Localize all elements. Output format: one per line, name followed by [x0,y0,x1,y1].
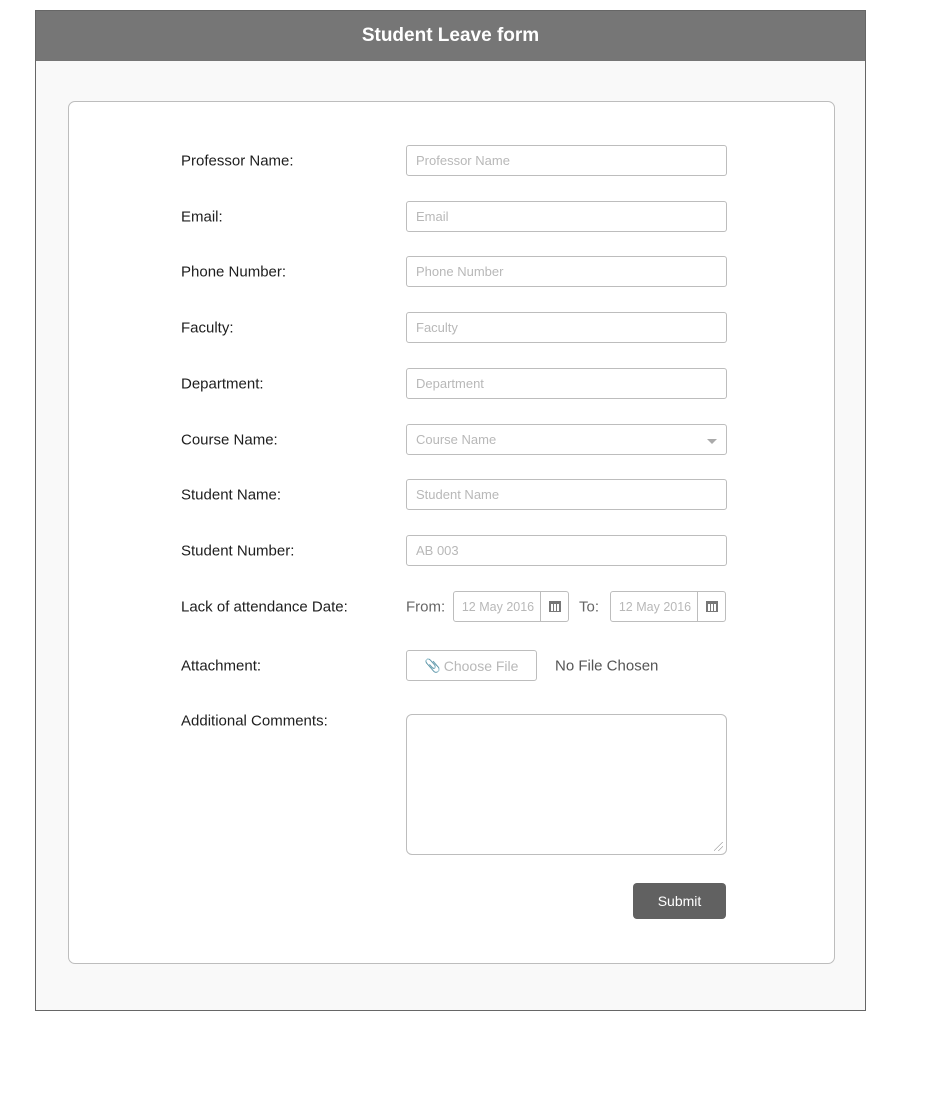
title-bar [36,11,865,61]
to-date-picker[interactable] [610,591,726,622]
leave-form-window [35,10,866,1011]
phone-number-input[interactable] [406,256,727,287]
calendar-icon [706,601,718,612]
file-status: No File Chosen [555,657,659,674]
department-placeholder: Department [416,376,484,391]
student-name-input[interactable] [406,479,727,510]
student-name-label: Student Name: [181,486,282,503]
department-label: Department: [181,375,264,392]
phone-number-label: Phone Number: [181,263,287,280]
row-attachment [69,650,834,681]
row-professor-name [69,145,834,176]
email-input[interactable] [406,201,727,232]
student-number-input[interactable] [406,535,727,566]
from-date-value: 12 May 2016 [461,599,535,614]
professor-name-placeholder: Professor Name [416,153,510,168]
department-input[interactable] [406,368,727,399]
row-phone-number [69,256,834,287]
phone-number-placeholder: Phone Number [416,264,504,279]
from-label: From: [406,598,446,615]
email-placeholder: Email [416,209,449,224]
student-number-label: Student Number: [181,542,295,559]
choose-file-button[interactable] [406,650,537,681]
row-email [69,201,834,232]
submit-button[interactable]: Submit [633,883,726,919]
faculty-label: Faculty: [181,319,234,336]
resize-handle-icon[interactable] [714,842,723,851]
course-name-label: Course Name: [181,431,278,448]
chevron-down-icon [707,439,717,444]
course-name-placeholder: Course Name [416,432,497,447]
row-department [69,368,834,399]
calendar-icon [549,601,561,612]
faculty-input[interactable] [406,312,727,343]
to-calendar-button[interactable] [697,592,725,621]
from-date-picker[interactable] [453,591,569,622]
attendance-date-label: Lack of attendance Date: [181,598,348,615]
page-title: Student Leave form [361,25,540,46]
to-label: To: [579,598,600,615]
attachment-label: Attachment: [181,657,262,674]
choose-file-label: Choose File [443,657,519,674]
professor-name-input[interactable] [406,145,727,176]
student-name-placeholder: Student Name [416,487,500,502]
paperclip-icon: 📎 [424,657,441,673]
row-student-name [69,479,834,510]
additional-comments-textarea[interactable] [406,714,727,855]
professor-name-label: Professor Name: [181,152,294,169]
to-date-value: 12 May 2016 [618,599,692,614]
form-card [68,101,835,964]
row-attendance-date [69,591,834,622]
student-number-placeholder: AB 003 [416,543,459,558]
faculty-placeholder: Faculty [416,320,458,335]
from-calendar-button[interactable] [540,592,568,621]
row-course-name [69,424,834,455]
additional-comments-label: Additional Comments: [181,712,328,730]
row-student-number [69,535,834,566]
row-faculty [69,312,834,343]
email-label: Email: [181,208,223,225]
course-name-select[interactable] [406,424,727,455]
